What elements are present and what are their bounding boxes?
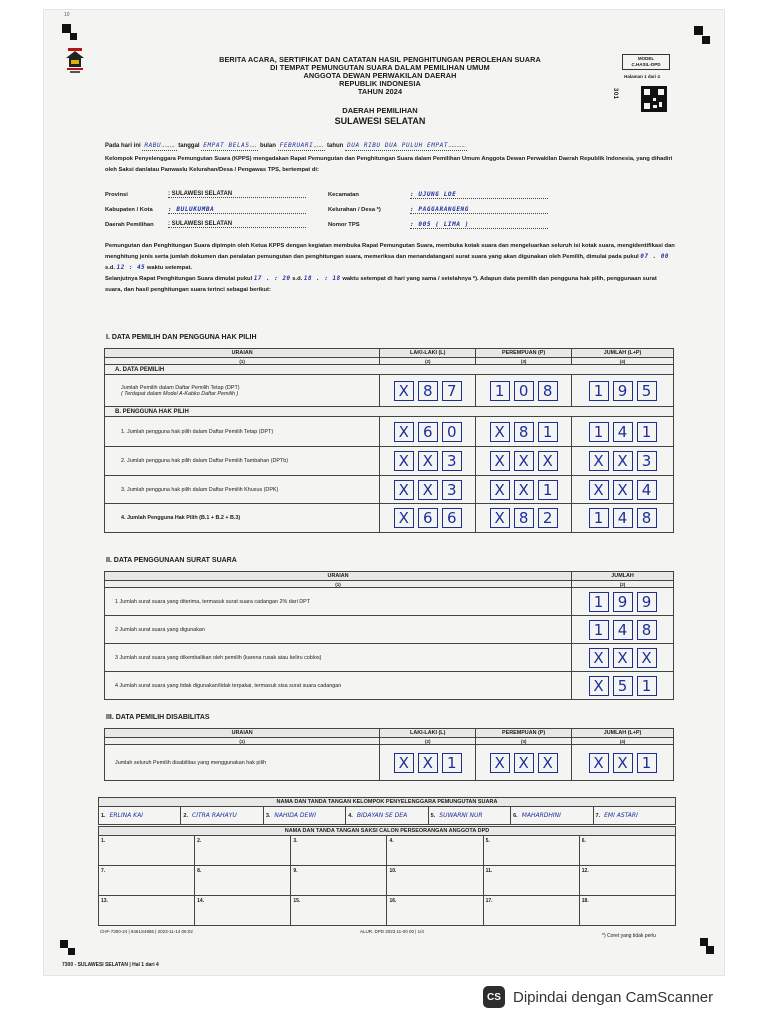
col-header: URAIAN (105, 349, 380, 358)
signature-number: 5. (430, 813, 436, 819)
digit-box: X (613, 451, 633, 471)
header-line: ANGGOTA DEWAN PERWAKILAN DAERAH (303, 71, 457, 80)
footer-page: 7300 - SULAWESI SELATAN | Hal 1 dari 4 (62, 962, 159, 968)
kpps-signature-cell (181, 807, 263, 825)
digit-box: 2 (538, 508, 558, 528)
digit-box: X (538, 451, 558, 471)
col-header: LAKI-LAKI (L) (380, 349, 476, 358)
document-header (150, 56, 610, 96)
digit-box: 1 (490, 381, 510, 401)
digit-box: 3 (442, 480, 462, 500)
digit-box: X (490, 508, 510, 528)
registration-mark (706, 946, 714, 954)
provinsi-label: Provinsi (105, 192, 128, 198)
digit-box: 6 (418, 508, 438, 528)
tps-label: Nomor TPS (328, 222, 360, 228)
digit-box: X (394, 753, 414, 773)
year-label: tahun (327, 143, 344, 149)
time-text-2: Selanjutnya Rapat Penghitungan Suara dimulai pukul (105, 276, 253, 282)
digit-box: X (613, 480, 633, 500)
date-value: EMPAT BELAS (203, 142, 250, 149)
digit-box: 1 (589, 381, 609, 401)
witness-cell: 9. (291, 866, 387, 896)
digit-group (476, 381, 571, 401)
start-time: 07 . 00 (640, 254, 670, 260)
digit-box: 1 (538, 422, 558, 442)
col-index: (4) (572, 738, 674, 745)
footer-code: CHF-7300-24 | 9461S4986 | 2023-11-14 06:02 (100, 929, 193, 934)
digit-group (476, 451, 571, 471)
digit-group (572, 676, 673, 696)
witness-cell: 7. (99, 866, 195, 896)
digit-box: 8 (514, 422, 534, 442)
digit-box: 8 (637, 620, 657, 640)
digit-box: 8 (538, 381, 558, 401)
witness-cell: 10. (387, 866, 483, 896)
digit-group (572, 381, 673, 401)
row-label: 2 Jumlah surat suara yang digunakan (105, 616, 572, 644)
camscanner-icon: CS (483, 986, 505, 1008)
digit-box: X (613, 648, 633, 668)
kelurahan-label: Kelurahan / Desa *) (328, 207, 381, 213)
kpps-signature-cell (428, 807, 510, 825)
time-text-3: waktu setempat di hari yang sama / setelahnya *). Adapun data pemilih dan pengguna hak pilih, penggunaan surat suara, dan hasil penghitungan suara terinci sebagai berikut: (105, 276, 657, 293)
col-header: JUMLAH (L+P) (572, 729, 674, 738)
signature-number: 2. (183, 813, 189, 819)
digit-group (380, 451, 475, 471)
signature-name: EMI ASTARI (604, 812, 638, 819)
digit-group (380, 422, 475, 442)
signature-name: CITRA RAHAYU (192, 812, 237, 819)
digit-group (380, 508, 475, 528)
witness-cell: 8. (195, 866, 291, 896)
digit-box: X (589, 648, 609, 668)
col-index: (4) (572, 358, 674, 365)
digit-group (572, 451, 673, 471)
section-3-title: III. DATA PEMILIH DISABILITAS (106, 714, 210, 721)
digit-box: 1 (442, 753, 462, 773)
row-label: 3. Jumlah pengguna hak pilih dalam Daftar Pemilih Khusus (DPK) (105, 476, 380, 504)
digit-box: X (589, 676, 609, 696)
witness-cell: 4. (387, 836, 483, 866)
registration-mark (702, 36, 710, 44)
col-index: (3) (476, 358, 572, 365)
kpps-signature-title: NAMA DAN TANDA TANGAN KELOMPOK PENYELENGGARA PEMUNGUTAN SUARA (99, 798, 676, 807)
col-header: PEREMPUAN (P) (476, 729, 572, 738)
col-index: (1) (105, 581, 572, 588)
digit-group (572, 422, 673, 442)
digit-box: 0 (442, 422, 462, 442)
group-a-label: A. DATA PEMILIH (105, 365, 674, 375)
col-index: (2) (380, 358, 476, 365)
digit-box: X (589, 753, 609, 773)
digit-box: X (613, 753, 633, 773)
digit-box: X (490, 480, 510, 500)
qr-code-icon (641, 86, 667, 112)
digit-group (476, 422, 571, 442)
row-label-line: Jumlah Pemilih dalam Daftar Pemilih Tetap (DPT) (121, 384, 240, 391)
waktu-label: waktu setempat. (146, 265, 192, 271)
row-label: 3 Jumlah surat suara yang dikembalikan oleh pemilih (karena rusak atau keliru coblos) (105, 644, 572, 672)
digit-box: X (490, 753, 510, 773)
registration-mark (70, 33, 77, 40)
header-line: REPUBLIK INDONESIA (339, 79, 421, 88)
signature-number: 3. (265, 813, 271, 819)
digit-box: X (637, 648, 657, 668)
count-end-time: 18 . : 18 (303, 276, 341, 282)
digit-group (572, 508, 673, 528)
digit-group (380, 480, 475, 500)
col-header: URAIAN (105, 572, 572, 581)
signature-number: 1. (101, 813, 106, 819)
tps-value: : 005 ( LIMA ) (410, 221, 548, 229)
witness-cell: 11. (483, 866, 579, 896)
witness-cell: 15. (291, 896, 387, 926)
col-header: JUMLAH (L+P) (572, 349, 674, 358)
col-header: LAKI-LAKI (L) (380, 729, 476, 738)
registration-mark (694, 26, 703, 35)
day-value: RABU (144, 142, 162, 149)
kpps-signature-cell (99, 807, 181, 825)
digit-group (476, 753, 571, 773)
row-label: 2. Jumlah pengguna hak pilih dalam Daftar Pemilih Tambahan (DPTb) (105, 447, 380, 476)
signature-name: NAHIDA DEWI (274, 812, 317, 819)
digit-group (476, 480, 571, 500)
registration-mark (60, 940, 68, 948)
section-2-table (104, 571, 674, 700)
digit-box: 4 (613, 508, 633, 528)
digit-box: 9 (613, 592, 633, 612)
digit-group (380, 381, 475, 401)
digit-box: 8 (418, 381, 438, 401)
opening-paragraph: Kelompok Penyelenggara Pemungutan Suara (KPPS) mengadakan Rapat Pemungutan dan Penghitungan Suara dalam Pemilihan Umum Anggota Dewan Perwakilan Daerah Republik Indonesia, yang dihadiri oleh Saksi dan/atau Panwaslu Kelurahan/Desa / Pengawas TPS, bertempat di: (105, 156, 673, 173)
digit-box: 3 (637, 451, 657, 471)
signature-number: 6. (513, 813, 518, 819)
kecamatan-label: Kecamatan (328, 192, 359, 198)
digit-box: X (394, 451, 414, 471)
row-label: 4 Jumlah surat suara yang tidak digunakan/tidak terpakai, termasuk sisa surat suara cadangan (105, 672, 572, 700)
kpps-signature-cell (593, 807, 675, 825)
year-value: DUA RIBU DUA PULUH EMPAT (347, 142, 449, 149)
provinsi-value: : SULAWESI SELATAN (168, 191, 306, 198)
row-label: 1. Jumlah pengguna hak pilih dalam Daftar Pemilih Tetap (DPT) (105, 417, 380, 447)
section-1-title: I. DATA PEMILIH DAN PENGGUNA HAK PILIH (106, 334, 257, 341)
digit-box: 1 (538, 480, 558, 500)
registration-mark (68, 948, 75, 955)
region-name: SULAWESI SELATAN (334, 116, 426, 126)
corner-number: 10 (64, 12, 70, 18)
digit-box: 8 (637, 508, 657, 528)
registration-mark (700, 938, 708, 946)
witness-cell: 13. (99, 896, 195, 926)
time-text-1: Pemungutan dan Penghitungan Suara dipimpin oleh Ketua KPPS dengan kegiatan membuka Rapat Pemungutan Suara, membuka kotak suara dan mengeluarkan seluruh isi kotak suara, mengidentifikasi dan menghitung jenis serta jumlah dokumen dan peralatan pemungutan dan penghitungan suara, memeriksa dan menandatangani surat suara yang akan digunakan oleh Pemilih, dimulai pada pukul (105, 243, 675, 260)
witness-cell: 6. (579, 836, 675, 866)
digit-box: 3 (442, 451, 462, 471)
sd-label: s.d. (292, 276, 303, 282)
digit-group (572, 480, 673, 500)
header-line: DI TEMPAT PEMUNGUTAN SUARA DALAM PEMILIHAN UMUM (270, 63, 490, 72)
witness-cell: 14. (195, 896, 291, 926)
col-index: (2) (380, 738, 476, 745)
signature-name: MAHARDHINI (521, 812, 561, 819)
digit-box: 1 (589, 422, 609, 442)
kpps-signature-cell (263, 807, 345, 825)
day-label: Pada hari ini (105, 143, 141, 149)
digit-box: 4 (613, 422, 633, 442)
month-label: bulan (259, 143, 276, 149)
signature-name: BIDAYAN SE DEA (356, 812, 408, 819)
digit-group (572, 592, 673, 612)
digit-box: X (394, 508, 414, 528)
digit-box: 5 (613, 676, 633, 696)
digit-box: 4 (613, 620, 633, 640)
digit-box: X (514, 480, 534, 500)
date-label: tanggal (178, 143, 200, 149)
kpps-signature-cell (511, 807, 593, 825)
col-index: (1) (105, 358, 380, 365)
signature-table (98, 797, 676, 825)
digit-box: X (538, 753, 558, 773)
dapil-value: : SULAWESI SELATAN (168, 221, 306, 228)
dapil-label: Daerah Pemilihan (105, 222, 154, 228)
row-label (105, 375, 380, 407)
sd-label: s.d. (105, 265, 115, 271)
digit-box: X (394, 422, 414, 442)
row-label: 4. Jumlah Pengguna Hak Pilih (B.1 + B.2 + B.3) (105, 504, 380, 533)
camscanner-text: Dipindai dengan CamScanner (513, 988, 714, 1006)
digit-box: 8 (514, 508, 534, 528)
witness-cell: 17. (483, 896, 579, 926)
side-code: 301 (612, 88, 618, 100)
time-paragraph (105, 241, 675, 296)
page-indicator: Halaman 1 dari 4 (624, 74, 660, 79)
digit-box: 1 (589, 592, 609, 612)
witness-cell: 18. (579, 896, 675, 926)
footer-note: *) Coret yang tidak perlu (602, 933, 656, 939)
col-index: (1) (105, 738, 380, 745)
witness-cell: 5. (483, 836, 579, 866)
signature-number: 7. (595, 813, 601, 819)
digit-group (380, 753, 475, 773)
witness-cell: 16. (387, 896, 483, 926)
kabupaten-label: Kabupaten / Kota (105, 207, 153, 213)
witness-cell: 12. (579, 866, 675, 896)
digit-box: X (418, 451, 438, 471)
digit-box: 1 (589, 620, 609, 640)
digit-box: X (589, 480, 609, 500)
witness-table (98, 826, 676, 926)
witness-cell: 2. (195, 836, 291, 866)
digit-box: X (490, 451, 510, 471)
kabupaten-value: : BULUKUMBA (168, 206, 306, 214)
saksi-signature-title: NAMA DAN TANDA TANGAN SAKSI CALON PERSEORANGAN ANGGOTA DPD (99, 827, 676, 836)
region-label: DAERAH PEMILIHAN (342, 106, 418, 115)
count-start-time: 17 . : 20 (253, 276, 291, 282)
header-line: BERITA ACARA, SERTIFIKAT DAN CATATAN HASIL PENGHITUNGAN PEROLEHAN SUARA (219, 55, 541, 64)
digit-box: X (418, 753, 438, 773)
row-label-line: ( Terdapat dalam Model A-Kabko Daftar Pemilih ) (121, 390, 239, 397)
digit-box: X (394, 381, 414, 401)
model-label: MODEL (637, 56, 655, 61)
digit-box: 6 (442, 508, 462, 528)
model-code: C.HASIL-DPD (631, 62, 661, 67)
digit-box: 1 (637, 676, 657, 696)
group-b-label: B. PENGGUNA HAK PILIH (105, 407, 674, 417)
month-value: FEBRUARI (279, 142, 314, 149)
digit-group (572, 753, 673, 773)
digit-box: 0 (514, 381, 534, 401)
col-index: (2) (572, 581, 674, 588)
digit-group (572, 620, 673, 640)
header-line: TAHUN 2024 (357, 87, 403, 96)
digit-box: X (589, 451, 609, 471)
signature-number: 4. (348, 813, 353, 819)
digit-box: 7 (442, 381, 462, 401)
digit-box: X (514, 753, 534, 773)
opening-line: Pada hari ini RABU........ tanggal EMPAT BELAS.... bulan FEBRUARI...... tahun DUA RIBU DUA PULUH EMPAT.......... (105, 142, 465, 149)
kecamatan-value: : UJUNG LOE (410, 191, 548, 199)
row-label: Jumlah seluruh Pemilih disabilitas yang menggunakan hak pilih (105, 745, 380, 781)
digit-box: 6 (418, 422, 438, 442)
row-label: 1 Jumlah surat suara yang diterima, termasuk surat suara cadangan 2% dari DPT (105, 588, 572, 616)
section-1-table (104, 348, 674, 533)
digit-group (572, 648, 673, 668)
col-header: URAIAN (105, 729, 380, 738)
witness-cell: 3. (291, 836, 387, 866)
digit-box: X (514, 451, 534, 471)
camscanner-watermark (483, 986, 713, 1008)
digit-box: X (394, 480, 414, 500)
digit-box: X (418, 480, 438, 500)
kpps-signature-cell (346, 807, 428, 825)
section-2-title: II. DATA PENGGUNAAN SURAT SUARA (106, 557, 237, 564)
registration-mark (62, 24, 71, 33)
witness-cell: 1. (99, 836, 195, 866)
col-index: (3) (476, 738, 572, 745)
col-header: PEREMPUAN (P) (476, 349, 572, 358)
digit-box: 4 (637, 480, 657, 500)
model-box (622, 54, 670, 70)
footer-center-code: ALUR. DPD 2023 11-00 00 | 1/4 (360, 929, 424, 934)
signature-name: SUWARNI NUR (439, 812, 483, 819)
region-block (150, 106, 610, 126)
section-3-table (104, 728, 674, 781)
digit-group (476, 508, 571, 528)
digit-box: 1 (637, 422, 657, 442)
digit-box: 1 (589, 508, 609, 528)
digit-box: X (490, 422, 510, 442)
signature-name: ERLINA KAI (109, 812, 143, 819)
digit-box: 9 (637, 592, 657, 612)
kelurahan-value: : PAGGARANGENG (410, 206, 548, 214)
digit-box: 5 (637, 381, 657, 401)
kpu-logo-icon (62, 46, 88, 76)
digit-box: 1 (637, 753, 657, 773)
end-time: 12 : 45 (116, 265, 146, 271)
digit-box: 9 (613, 381, 633, 401)
col-header: JUMLAH (572, 572, 674, 581)
